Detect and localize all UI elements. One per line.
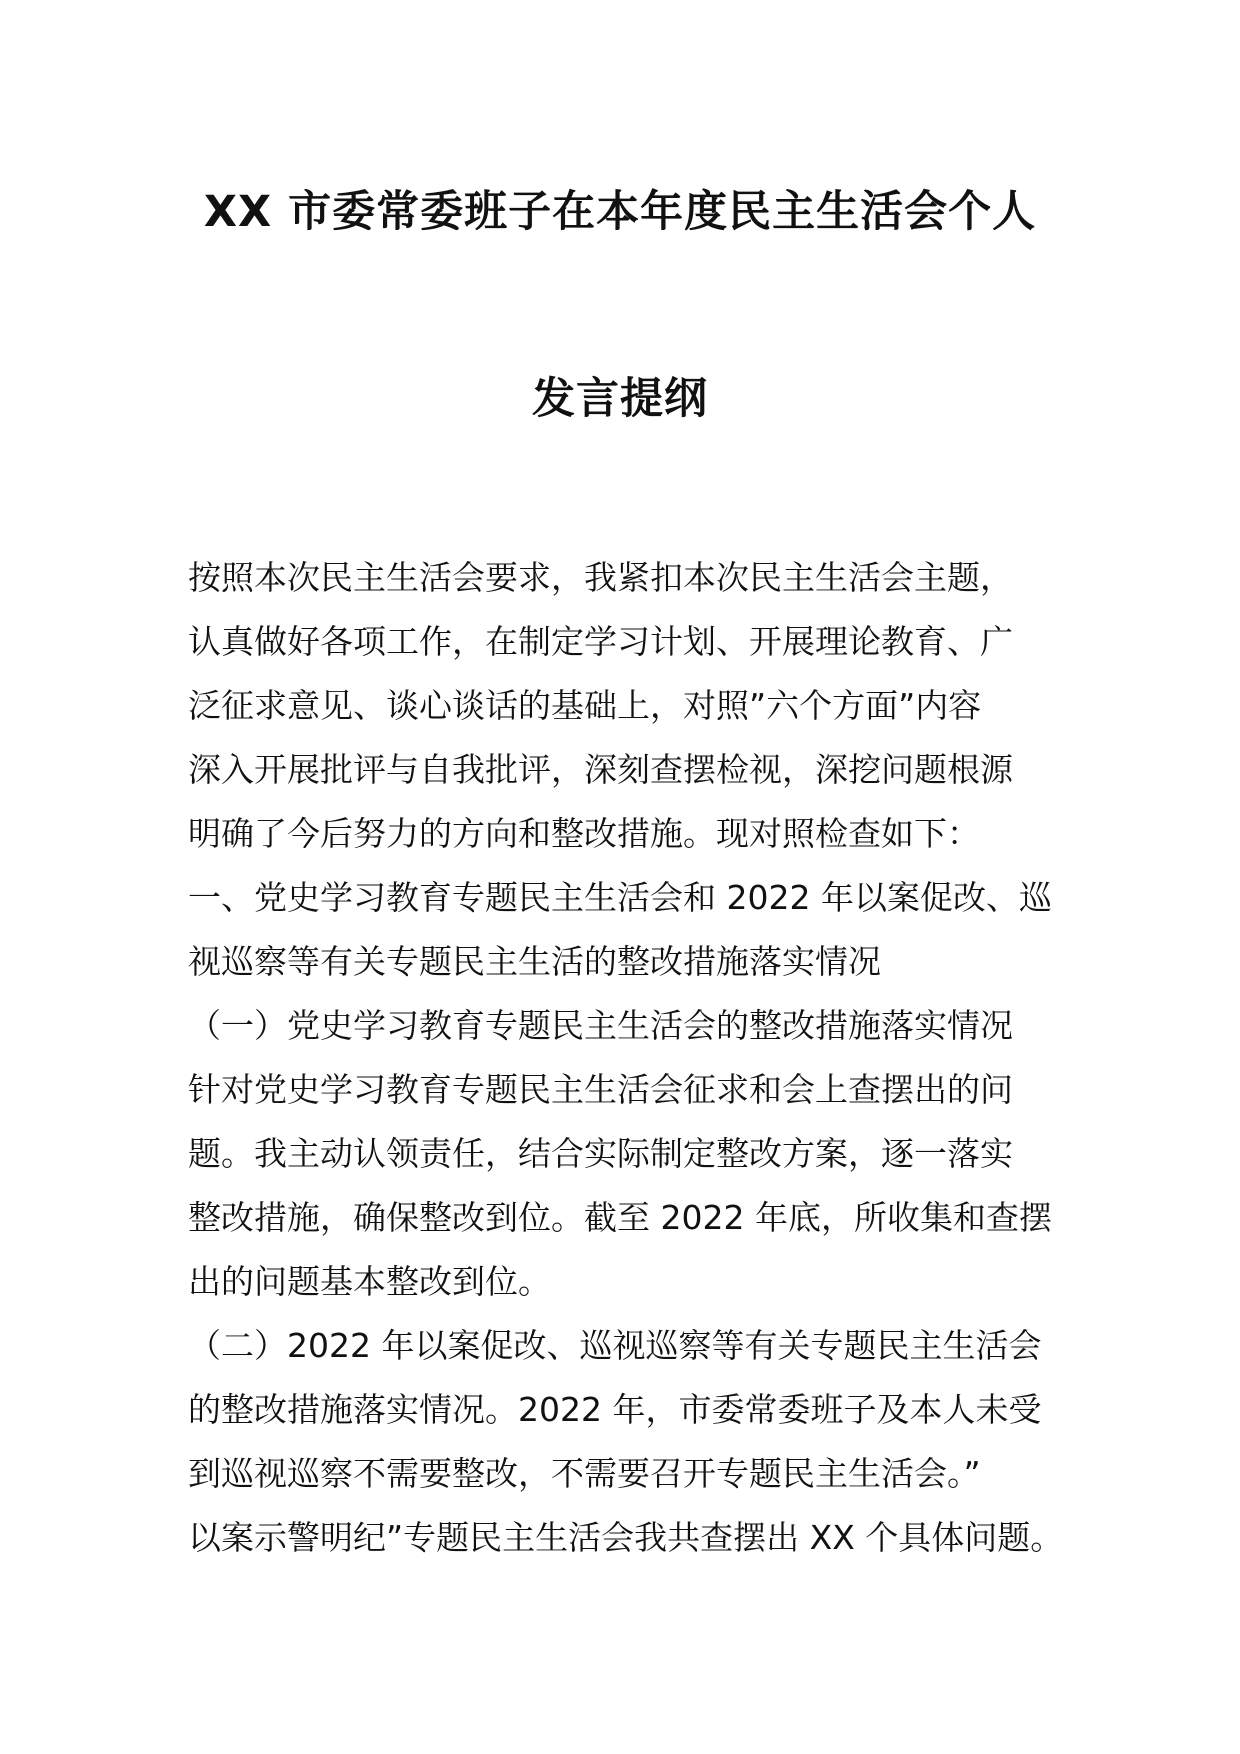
document-title-line-1: XX 市委常委班子在本年度民主生活会个人: [203, 187, 1037, 237]
section-heading-1: 一、党史学习教育专题民主生活会和 2022 年以案促改、巡: [188, 878, 1052, 917]
body-line: 明确了今后努力的方向和整改措施。现对照检查如下：: [188, 814, 980, 853]
body-line: 按照本次民主生活会要求，我紧扣本次民主生活会主题，: [188, 558, 1013, 597]
body-line: 泛征求意见、谈心谈话的基础上，对照”六个方面”内容: [188, 686, 982, 725]
document-title-line-2: 发言提纲: [532, 374, 708, 424]
body-line: 整改措施，确保整改到位。截至 2022 年底，所收集和查摆: [188, 1198, 1052, 1237]
body-line: 针对党史学习教育专题民主生活会征求和会上查摆出的问: [188, 1070, 1013, 1109]
body-line: 的整改措施落实情况。2022 年，市委常委班子及本人未受: [188, 1390, 1042, 1429]
body-line: 到巡视巡察不需要整改，不需要召开专题民主生活会。”: [188, 1454, 981, 1493]
subsection-heading-2: （二）2022 年以案促改、巡视巡察等有关专题民主生活会: [188, 1326, 1042, 1365]
section-heading-1-cont: 视巡察等有关专题民主生活的整改措施落实情况: [188, 942, 881, 981]
body-line: 以案示警明纪”专题民主生活会我共查摆出 XX 个具体问题。: [188, 1518, 1064, 1557]
body-line: 深入开展批评与自我批评，深刻查摆检视，深挖问题根源: [188, 750, 1013, 789]
body-line: 认真做好各项工作，在制定学习计划、开展理论教育、广: [188, 622, 1013, 661]
body-line: 题。我主动认领责任，结合实际制定整改方案，逐一落实: [188, 1134, 1013, 1173]
document-body: [188, 546, 1088, 1570]
subsection-heading-1: （一）党史学习教育专题民主生活会的整改措施落实情况: [188, 1006, 1013, 1045]
body-line: 出的问题基本整改到位。: [188, 1262, 551, 1301]
